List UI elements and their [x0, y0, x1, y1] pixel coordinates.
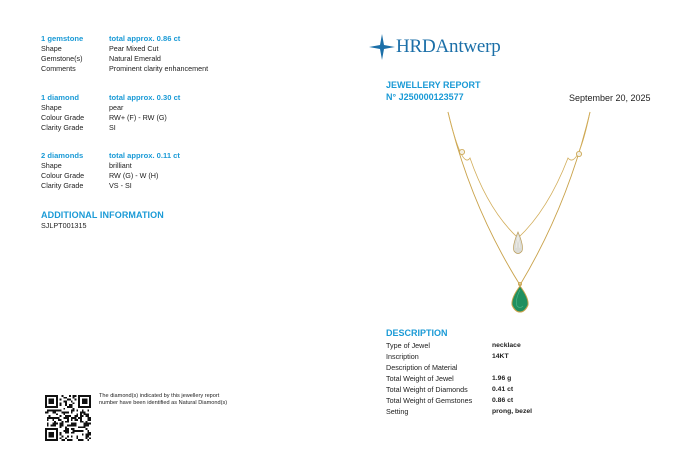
row-value: RW (G) - W (H) [109, 171, 159, 180]
row-value: 0.86 ct [492, 397, 514, 404]
row-value: Prominent clarity enhancement [109, 64, 209, 73]
row-value: 0.41 ct [492, 386, 514, 393]
row-value: VS - SI [109, 181, 132, 190]
description-row [386, 373, 532, 384]
gemstone-row [41, 54, 208, 64]
row-label: Total Weight of Diamonds [386, 385, 468, 394]
row-value: Natural Emerald [109, 54, 161, 63]
row-label: Total Weight of Jewel [386, 374, 454, 383]
row-label: Inscription [386, 352, 419, 361]
diamond-heading: 1 diamond [41, 93, 79, 102]
qr-note: The diamond(s) indicated by this jewellery report number have been identified as Natural Diamond(s) [99, 393, 228, 406]
row-label: Setting [386, 407, 409, 416]
row-value: necklace [492, 342, 521, 349]
necklace-image [440, 110, 600, 315]
diamond-total: total approx. 0.30 ct [109, 93, 181, 102]
diamonds-row [41, 161, 180, 171]
report-date: September 20, 2025 [569, 93, 651, 103]
diamond-header [41, 93, 180, 103]
diamond-row [41, 113, 180, 123]
gemstone-section [41, 34, 208, 74]
row-label: Shape [41, 44, 62, 53]
gemstone-header [41, 34, 208, 44]
row-label: Comments [41, 64, 76, 73]
qr-code-icon[interactable] [45, 395, 91, 441]
diamond-section [41, 93, 180, 133]
hrd-logo [369, 34, 501, 60]
description-row [386, 406, 532, 417]
row-label: Clarity Grade [41, 181, 84, 190]
row-label: Gemstone(s) [41, 54, 83, 63]
report-title: JEWELLERY REPORT [386, 80, 481, 90]
gemstone-row [41, 44, 208, 54]
report-number: N° J250000123577 [386, 92, 464, 102]
row-value: SI [109, 123, 116, 132]
row-value: 1.96 g [492, 375, 512, 382]
row-label: Description of Material [386, 363, 458, 372]
row-label: Colour Grade [41, 113, 85, 122]
additional-information [41, 210, 164, 230]
additional-code: SJLPT001315 [41, 221, 87, 230]
gemstone-heading: 1 gemstone [41, 34, 84, 43]
row-value: brilliant [109, 161, 132, 170]
diamond-row [41, 123, 180, 133]
gemstone-row [41, 64, 208, 74]
additional-title: ADDITIONAL INFORMATION [41, 210, 164, 220]
row-value: RW+ (F) - RW (G) [109, 113, 167, 122]
row-value: pear [109, 103, 124, 112]
diamonds-row [41, 171, 180, 181]
description-row [386, 384, 532, 395]
row-label: Shape [41, 103, 62, 112]
row-value: prong, bezel [492, 408, 533, 415]
row-label: Total Weight of Gemstones [386, 396, 473, 405]
description-section [386, 328, 532, 417]
description-row [386, 395, 532, 406]
diamonds-heading: 2 diamonds [41, 151, 84, 160]
gemstone-total: total approx. 0.86 ct [109, 34, 181, 43]
description-row [386, 340, 532, 351]
diamonds-row [41, 181, 180, 191]
logo-text: HRDAntwerp [396, 36, 501, 57]
description-row [386, 362, 532, 373]
row-label: Type of Jewel [386, 341, 430, 350]
row-value: Pear Mixed Cut [109, 44, 159, 53]
diamonds-total: total approx. 0.11 ct [109, 151, 180, 160]
row-label: Shape [41, 161, 62, 170]
description-title: DESCRIPTION [386, 328, 448, 338]
star-icon [369, 34, 395, 60]
row-label: Clarity Grade [41, 123, 84, 132]
row-label: Colour Grade [41, 171, 85, 180]
row-value: 14KT [492, 353, 509, 360]
description-row [386, 351, 532, 362]
diamond-row [41, 103, 180, 113]
diamonds-header [41, 151, 180, 161]
diamonds-section [41, 151, 180, 191]
